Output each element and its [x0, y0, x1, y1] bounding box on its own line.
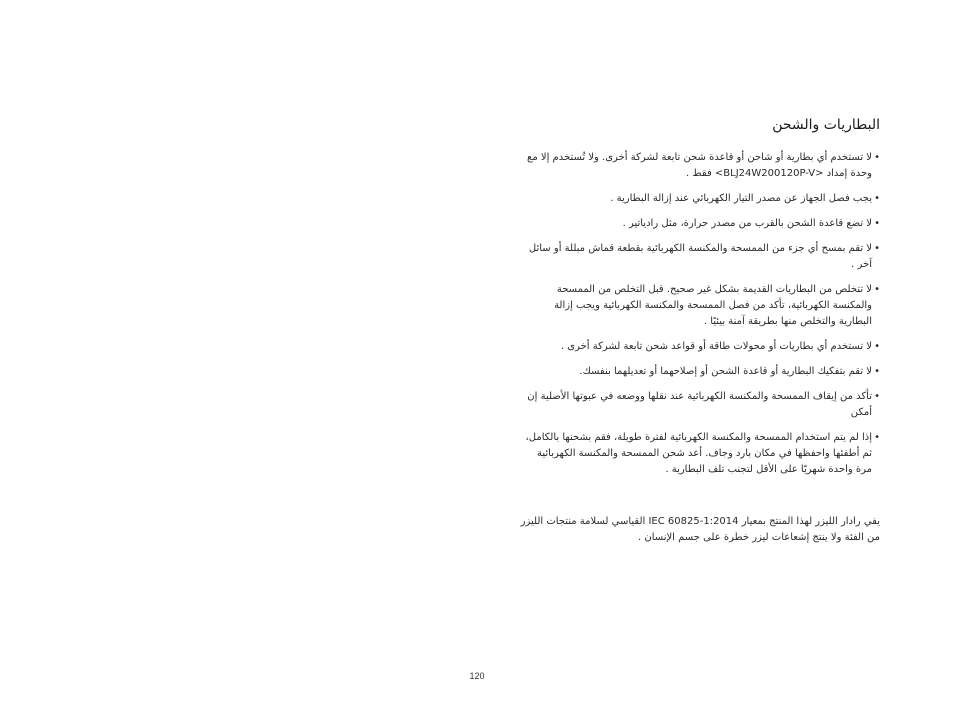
list-item: • لا تستخدم أي بطارية أو شاحن أو قاعدة شحن تابعة لشركة أخرى. ولا تُستخدم إلا مع وحدة إمداد <BLJ24W200120P-V> فقط .	[518, 150, 880, 182]
list-item: • لا تضع قاعدة الشحن بالقرب من مصدر حرارة، مثل رادياتير .	[518, 216, 880, 232]
page-number: 120	[469, 671, 485, 681]
list-item: • لا تستخدم أي بطاريات أو محولات طاقة أو قواعد شحن تابعة لشركة أخرى .	[518, 339, 880, 355]
list-item: • إذا لم يتم استخدام الممسحة والمكنسة الكهربائية لفترة طويلة، فقم بشحنها بالكامل، ثم أطفئها واحفظها في مكان بارد وجاف. أعد شحن الممسحة والمكنسة الكهربائية مرة واحدة شهريًا على الأقل لتجنب تلف البطارية .	[518, 430, 880, 478]
section-title: البطاريات والشحن	[772, 117, 880, 133]
list-item: • تأكد من إيقاف الممسحة والمكنسة الكهربائية عند نقلها ووضعه في عبوتها الأصلية إن أمكن	[518, 389, 880, 421]
content-column	[518, 114, 880, 556]
list-item: • يجب فصل الجهاز عن مصدر التيار الكهربائي عند إزالة البطارية .	[518, 191, 880, 207]
list-item: • لا تقم بمسح أي جزء من الممسحة والمكنسة الكهربائية بقطعة قماش مبللة أو سائل آخر .	[518, 241, 880, 273]
safety-bullet-list	[518, 150, 880, 478]
list-item: • لا تقم بتفكيك البطارية أو قاعدة الشحن أو إصلاحهما أو تعديلهما بنفسك.	[518, 364, 880, 380]
list-item: • لا تتخلص من البطاريات القديمة بشكل غير صحيح. قبل التخلص من الممسحة والمكنسة الكهربائية، تأكد من فصل الممسحة والمكنسة الكهربائية ويجب إزالة البطارية والتخلص منها بطريقة آمنة بيئيًا .	[518, 282, 880, 330]
laser-safety-note: يفي رادار الليزر لهذا المنتج بمعيار IEC 60825-1:2014 القياسي لسلامة منتجات الليزر من الفئة ولا ينتج إشعاعات ليزر خطرة على جسم الإنسان .	[520, 516, 880, 543]
